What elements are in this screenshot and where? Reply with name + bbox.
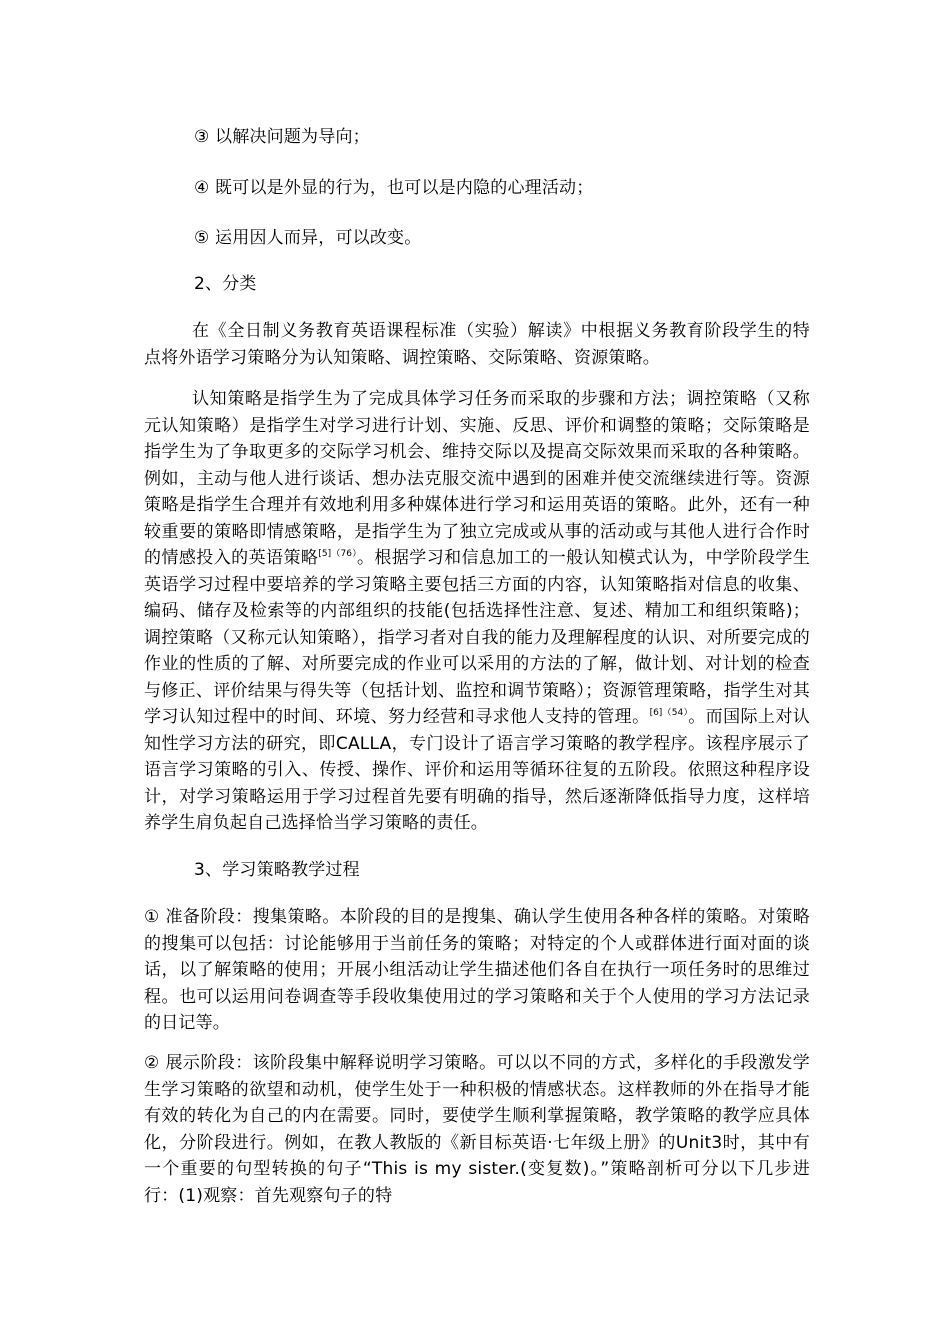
text-run: 认知策略是指学生为了完成具体学习任务而采取的步骤和方法；调控策略（又称元认知策略）是指学生对学习进行计划、实施、反思、评价和调整的策略；交际策略是指学生为了争取更多的交际学习机会、维持交际以及提高交际效果而采取的各种策略。例如，主动与他人进行谈话、想办法克服交流中遇到的困难并使交流继续进行等。资源策略是指学生合理并有效地利用多种媒体进行学习和运用英语的策略。此外，还有一种较重要的策略即情感策略，是指学生为了独立完成或从事的活动或与其他人进行合作时的情感投入的英语策略 [144, 389, 810, 568]
citation: [6]（54） [649, 708, 689, 718]
paragraph-strategies [144, 386, 810, 837]
list-item: ⑤ 运用因人而异，可以改变。 [194, 228, 422, 248]
paragraph-presentation-stage: ② 展示阶段：该阶段集中解释说明学习策略。可以以不同的方式，多样化的手段激发学生学习策略的欲望和动机，使学生处于一种积极的情感状态。这样教师的外在指导才能有效的转化为自己的内在需要。同时，要使学生顺利掌握策略，教学策略的教学应具体化，分阶段进行。例如，在教人教版的《新目标英语·七年级上册》的Unit3时，其中有一个重要的句型转换的句子“This is my sister.(变复数)。”策略剖析可分以下几步进行：(1)观察：首先观察句子的特 [144, 1053, 810, 1206]
criteria-list [144, 124, 810, 252]
list-item: ④ 既可以是外显的行为，也可以是内隐的心理活动； [194, 177, 594, 198]
paragraph-preparation-stage: ① 准备阶段：搜集策略。本阶段的目的是搜集、确认学生使用各种各样的策略。对策略的搜集可以包括：讨论能够用于当前任务的策略；对特定的个人或群体进行面对面的谈话，以了解策略的使用；开展小组活动让学生描述他们各自在执行一项任务时的思维过程。也可以运用问卷调查等手段收集使用过的学习策略和关于个人使用的学习方法记录的日记等。 [144, 907, 810, 1033]
list-item: ③ 以解决问题为导向； [194, 127, 370, 147]
citation: [5]（76） [318, 549, 357, 559]
section-heading: 3、学习策略教学过程 [194, 860, 360, 880]
section-heading: 2、分类 [194, 274, 257, 294]
paragraph-classification: 在《全日制义务教育英语课程标准（实验）解读》中根据义务教育阶段学生的特点将外语学习策略分为认知策略、调控策略、交际策略、资源策略。 [144, 321, 810, 368]
text-run: 。根据学习和信息加工的一般认知模式认为，中学阶段学生英语学习过程中要培养的学习策略主要包括三方面的内容，认知策略指对信息的收集、编码、储存及检索等的内部组织的技能(包括选择性注意、复述、精加工和组织策略)；调控策略（又称元认知策略），指学习者对自我的能力及理解程度的认识、对所要完成的作业的性质的了解、对所要完成的作业可以采用的方法的了解，做计划、对计划的检查与修正、评价结果与得失等（包括计划、监控和调节策略）；资源管理策略，指学生对其学习认知过程中的时间、环境、努力经营和寻求他人支持的管理。 [144, 548, 811, 727]
text-run: 。而国际上对认知性学习方法的研究，即CALLA，专门设计了语言学习策略的教学程序。该程序展示了语言学习策略的引入、传授、操作、评价和运用等循环往复的五阶段。依照这种程序设计，对学习策略运用于学习过程首先要有明确的指导，然后逐渐降低指导力度，这样培养学生肩负起自己选择恰当学习策略的责任。 [144, 707, 810, 833]
